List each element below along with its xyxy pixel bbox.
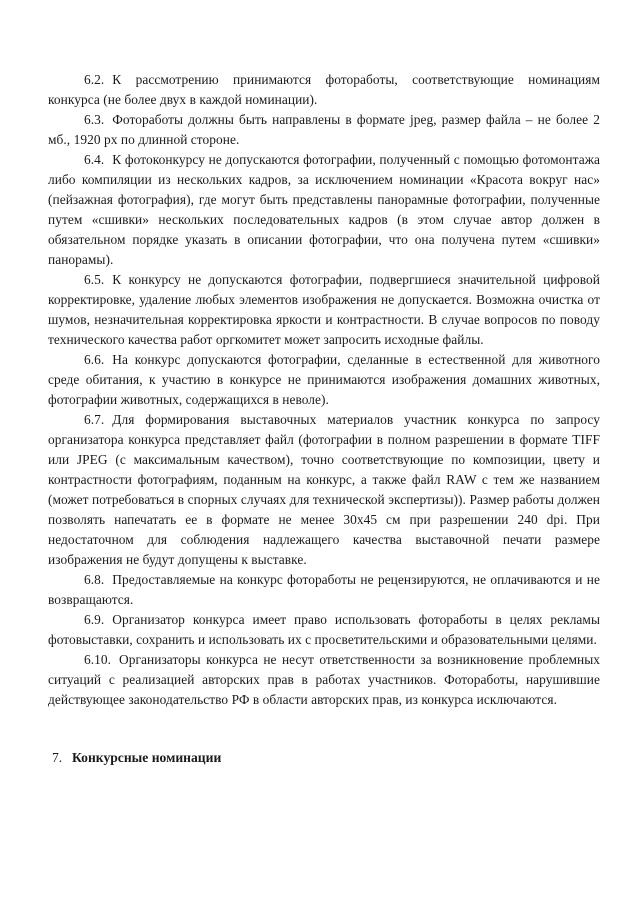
- paragraph-text: Для формирования выставочных материалов участник конкурса по запросу организатора конкурса представляет файл (фотографии в полном разрешении в формате TIFF или JPEG (с максимальным качеством), точно соответствующие по композиции, цвету и контрастности фотографиям, поданным на конкурс, а также файл RAW с тем же названием (может потребоваться в спорных случаях для технической экспертизы)). Размер работы должен позволять напечатать ее в формате не менее 30х45 см при разрешении 240 dpi. При недостаточном для соблюдения надлежащего качества выставочной печати размере изображения не будут допущены к выставке.: [48, 412, 600, 567]
- section-title: Конкурсные номинации: [72, 750, 222, 765]
- paragraph-number: 6.8.: [84, 572, 105, 587]
- paragraph-6-9: [48, 610, 600, 650]
- section-heading: [48, 748, 600, 768]
- paragraph-number: 6.7.: [84, 412, 105, 427]
- paragraph-6-4: [48, 150, 600, 270]
- paragraph-text: К фотоконкурсу не допускаются фотографии, полученный с помощью фотомонтажа либо компиляции из нескольких кадров, за исключением номинации «Красота вокруг нас» (пейзажная фотография), где могут быть представлены панорамные фотографии, полученные путем «сшивки» нескольких последовательных кадров (в этом случае автор должен в обязательном порядке указать в описании фотографии, что она получена путем «сшивки» панорамы).: [48, 152, 600, 267]
- paragraph-6-2: [48, 70, 600, 110]
- paragraph-text: Организаторы конкурса не несут ответственности за возникновение проблемных ситуаций с реализацией авторских прав в работах участников. Фотоработы, нарушившие действующее законодательство РФ в области авторских прав, из конкурса исключаются.: [48, 652, 600, 707]
- document-page: [48, 70, 600, 768]
- paragraph-number: 6.10.: [84, 652, 112, 667]
- paragraph-text: К конкурсу не допускаются фотографии, подвергшиеся значительной цифровой корректировке, удаление любых элементов изображения не допускается. Возможна очистка от шумов, незначительная корректировка яркости и контрастности. В случае вопросов по поводу технического качества работ оргкомитет может запросить исходные файлы.: [48, 272, 600, 347]
- paragraph-text: Предоставляемые на конкурс фотоработы не рецензируются, не оплачиваются и не возвращаются.: [48, 572, 600, 607]
- paragraph-6-10: [48, 650, 600, 710]
- paragraph-6-7: [48, 410, 600, 570]
- paragraph-text: На конкурс допускаются фотографии, сделанные в естественной для животного среде обитания, к участию в конкурсе не принимаются изображения домашних животных, фотографии животных, содержащихся в неволе).: [48, 352, 600, 407]
- paragraph-text: Фотоработы должны быть направлены в формате jpeg, размер файла – не более 2 мб., 1920 px по длинной стороне.: [48, 112, 600, 147]
- paragraph-text: Организатор конкурса имеет право использовать фотоработы в целях рекламы фотовыставки, сохранить и использовать их с просветительскими и образовательными целями.: [48, 612, 600, 647]
- paragraph-number: 6.3.: [84, 112, 105, 127]
- paragraph-text: К рассмотрению принимаются фотоработы, соответствующие номинациям конкурса (не более двух в каждой номинации).: [48, 72, 600, 107]
- section-number: 7.: [52, 750, 63, 765]
- paragraph-6-6: [48, 350, 600, 410]
- paragraph-number: 6.6.: [84, 352, 105, 367]
- paragraph-number: 6.9.: [84, 612, 105, 627]
- paragraph-number: 6.2.: [84, 72, 105, 87]
- paragraph-6-8: [48, 570, 600, 610]
- paragraph-6-5: [48, 270, 600, 350]
- paragraph-6-3: [48, 110, 600, 150]
- paragraph-number: 6.5.: [84, 272, 105, 287]
- paragraph-number: 6.4.: [84, 152, 105, 167]
